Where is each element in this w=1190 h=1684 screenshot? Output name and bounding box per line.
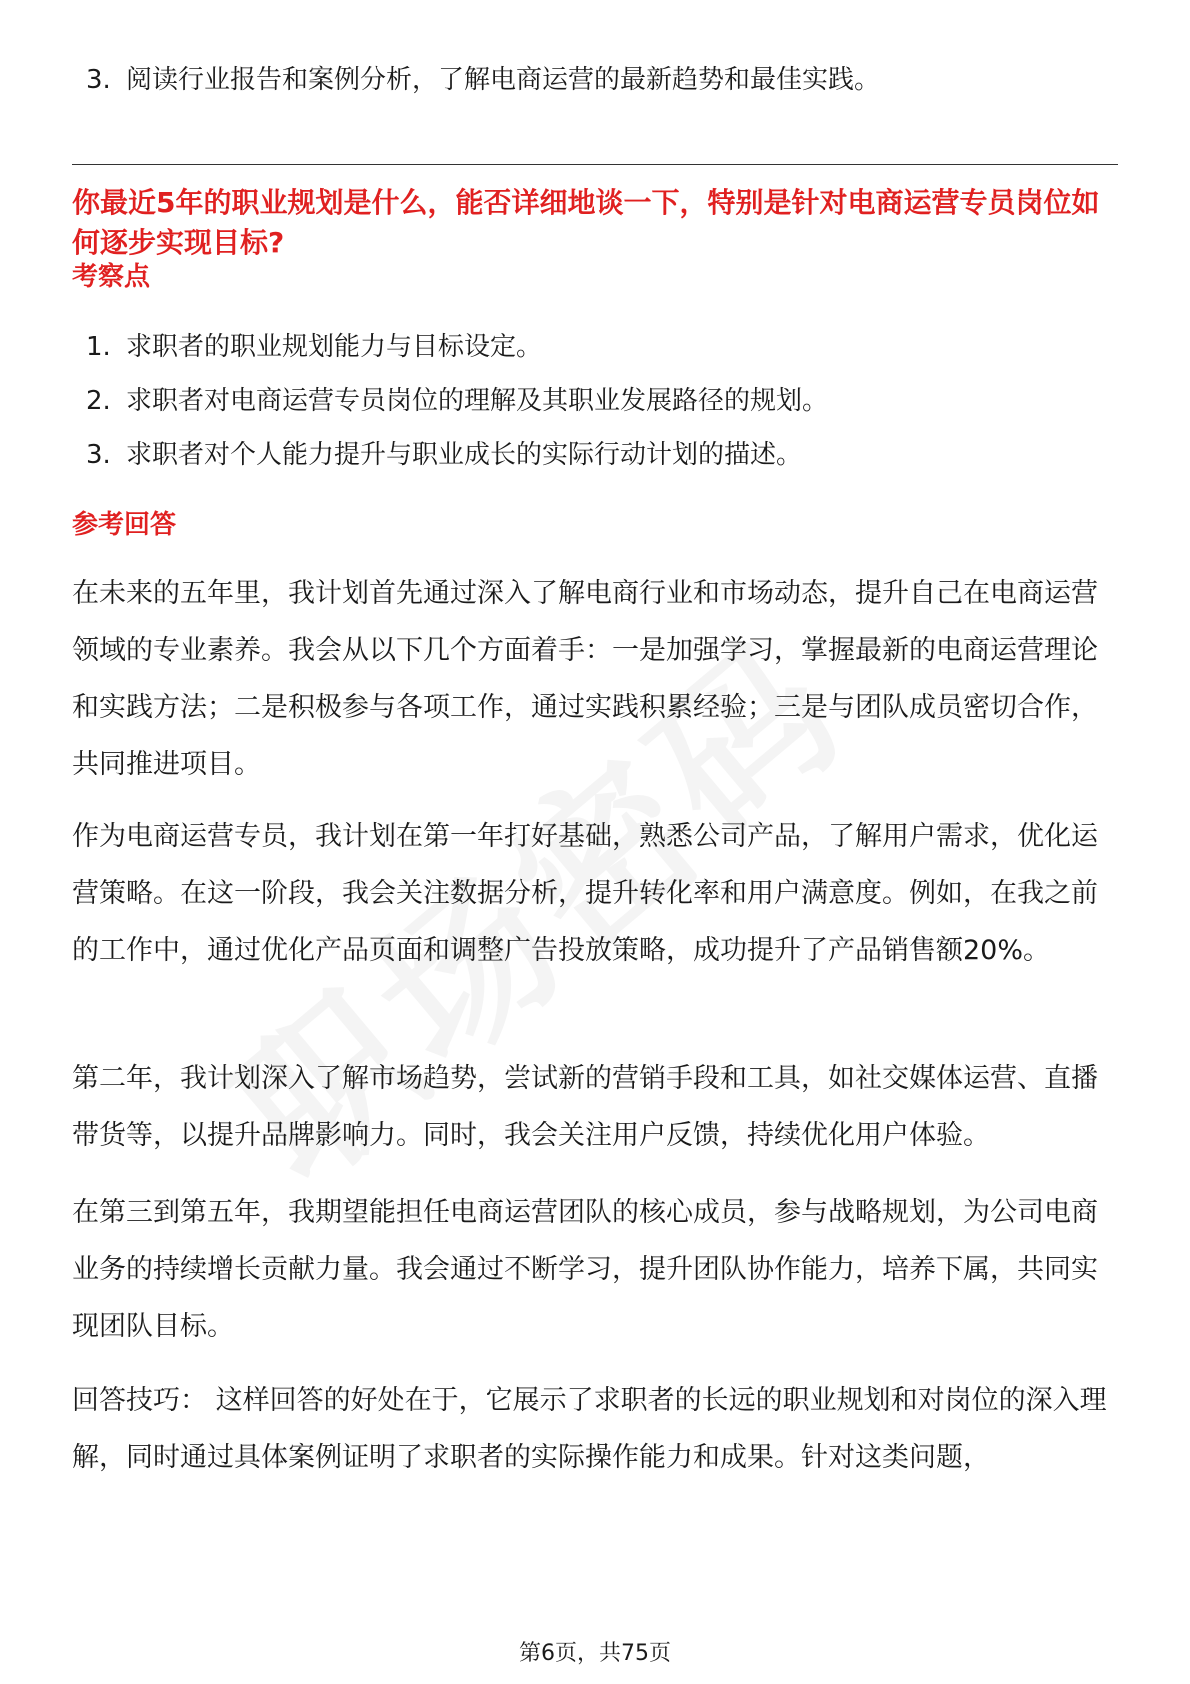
question-heading: 你最近5年的职业规划是什么，能否详细地谈一下，特别是针对电商运营专员岗位如何逐步实现目标? xyxy=(72,186,1100,259)
list-item-text: 阅读行业报告和案例分析，了解电商运营的最新趋势和最佳实践。 xyxy=(126,65,881,95)
list-item xyxy=(86,329,542,365)
list-item xyxy=(86,62,880,98)
list-item xyxy=(86,437,802,473)
section-divider xyxy=(72,164,1118,165)
list-item-text: 求职者对个人能力提升与职业成长的实际行动计划的描述。 xyxy=(126,440,803,470)
list-item-number: 3. xyxy=(86,440,111,470)
answer-paragraph: 第二年，我计划深入了解市场趋势，尝试新的营销手段和工具，如社交媒体运营、直播带货等，以提升品牌影响力。同时，我会关注用户反馈，持续优化用户体验。 xyxy=(72,1063,1098,1151)
answer-label: 参考回答 xyxy=(72,510,177,540)
list-item-text: 求职者的职业规划能力与目标设定。 xyxy=(126,332,543,362)
answer-paragraph: 作为电商运营专员，我计划在第一年打好基础，熟悉公司产品，了解用户需求，优化运营策略。在这一阶段，我会关注数据分析，提升转化率和用户满意度。例如，在我之前的工作中，通过优化产品页面和调整广告投放策略，成功提升了产品销售额20%。 xyxy=(72,821,1098,966)
list-item-number: 1. xyxy=(86,332,111,362)
answer-paragraph: 在未来的五年里，我计划首先通过深入了解电商行业和市场动态，提升自己在电商运营领域的专业素养。我会从以下几个方面着手：一是加强学习，掌握最新的电商运营理论和实践方法；二是积极参与各项工作，通过实践积累经验；三是与团队成员密切合作，共同推进项目。 xyxy=(72,578,1098,780)
focus-label: 考察点 xyxy=(72,262,151,292)
answer-paragraph: 在第三到第五年，我期望能担任电商运营团队的核心成员，参与战略规划，为公司电商业务的持续增长贡献力量。我会通过不断学习，提升团队协作能力，培养下属，共同实现团队目标。 xyxy=(72,1197,1098,1342)
tips-paragraph: 回答技巧： 这样回答的好处在于，它展示了求职者的长远的职业规划和对岗位的深入理解，同时通过具体案例证明了求职者的实际操作能力和成果。针对这类问题， xyxy=(72,1385,1107,1473)
list-item-number: 2. xyxy=(86,386,111,416)
page-number: 第6页，共75页 xyxy=(519,1641,671,1666)
list-item-text: 求职者对电商运营专员岗位的理解及其职业发展路径的规划。 xyxy=(126,386,829,416)
list-item-number: 3. xyxy=(86,65,111,95)
list-item xyxy=(86,383,828,419)
